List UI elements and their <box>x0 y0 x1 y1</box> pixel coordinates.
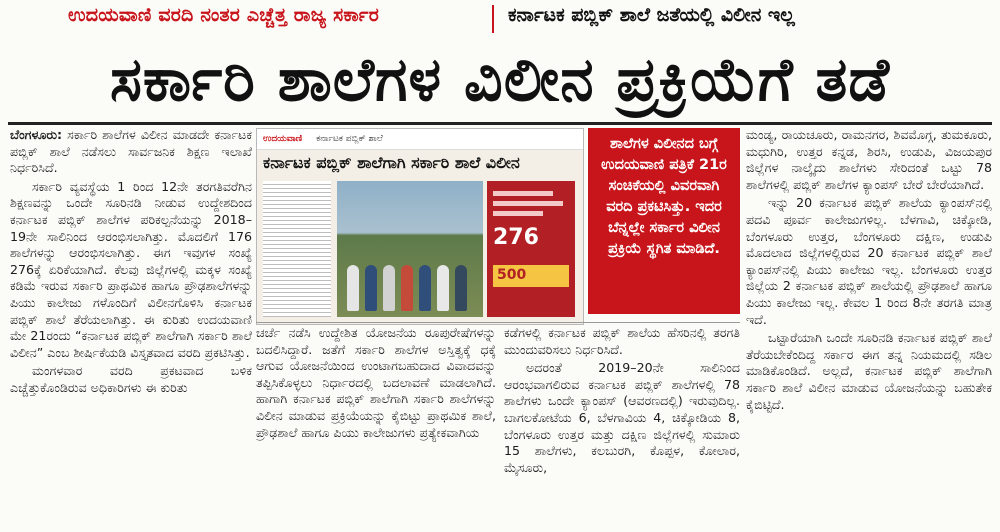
main-headline: ಸರ್ಕಾರಿ ಶಾಲೆಗಳ ವಿಲೀನ ಪ್ರಕ್ರಿಯೆಗೆ ತಡೆ <box>110 45 890 115</box>
clipping-badge: 276 <box>493 225 539 250</box>
clipping-ribbon: ಉದಯವಾಣಿ ಕರ್ನಾಟಕ ಪಬ್ಲಿಕ್‌ ಶಾಲೆ <box>257 129 584 150</box>
student-figure <box>347 265 359 311</box>
student-figure <box>365 265 377 311</box>
paragraph: ಮಂಡ್ಯ, ರಾಯಚೂರು, ರಾಮನಗರ, ಶಿವಮೊಗ್ಗ, ತುಮಕೂರು, ಮಧುಗಿರಿ, ಉತ್ತರ ಕನ್ನಡ, ಶಿರಸಿ, ಉಡುಪಿ, ವಿಜಯಪುರ ಜಿಲ್ಲೆಗಳ ನಾಲ್ಕೈದು ಶಾಲೆಗಳು ಸೇರಿದಂತೆ ಒಟ್ಟು 78 ಶಾಲೆಗಳಲ್ಲಿ ಪಬ್ಲಿಕ್‌ ಶಾಲೆಗಳ ಕ್ಯಾಂಪಸ್‌ ಬೇರೆ ಬೇರೆಯಾಗಿದೆ. <box>746 127 992 192</box>
article-column-3 <box>504 325 740 525</box>
clipping-image <box>256 128 584 325</box>
clipping-headline: ಕರ್ನಾಟಕ ಪಬ್ಲಿಕ್‌ ಶಾಲೆಗಾಗಿ ಸರ್ಕಾರಿ ಶಾಲೆ ವಿಲೀನ <box>263 153 520 172</box>
students-photo <box>337 181 483 317</box>
kicker-divider <box>492 5 494 33</box>
clipping-infobox <box>487 181 575 317</box>
clipping-badge-2: 500 <box>497 267 527 283</box>
student-figure <box>437 265 449 311</box>
student-figure <box>401 265 413 311</box>
student-figure <box>419 265 431 311</box>
kicker-left: ಉದಯವಾಣಿ ವರದಿ ನಂತರ ಎಚ್ಚೆತ್ತ ರಾಜ್ಯ ಸರ್ಕಾರ <box>68 4 379 26</box>
article-column-1 <box>10 127 252 527</box>
student-figure <box>383 265 395 311</box>
paragraph-text: ಸರ್ಕಾರಿ ಶಾಲೆಗಳ ವಿಲೀನ ಮಾಡದೇ ಕರ್ನಾಟಕ ಪಬ್ಲಿಕ್‌ ಶಾಲೆ ನಡೆಸಲು ಸಾರ್ವಜನಿಕ ಶಿಕ್ಷಣ ಇಲಾಖೆ ನಿರ್ಧರಿಸಿದೆ. <box>10 127 252 176</box>
headline-rule <box>8 122 992 125</box>
paragraph: ಸರ್ಕಾರಿ ವ್ಯವಸ್ಥೆಯ 1 ರಿಂದ 12ನೇ ತರಗತಿವರೆಗಿನ ಶಿಕ್ಷಣವನ್ನು ಒಂದೇ ಸೂರಿನಡಿ ನೀಡುವ ಉದ್ದೇಶದಿಂದ ಕರ್ನಾಟಕ ಪಬ್ಲಿಕ್‌ ಶಾಲೆಗಳ ಪರಿಕಲ್ಪನೆಯನ್ನು 2018–19ನೇ ಸಾಲಿನಿಂದ ಆರಂಭಿಸಲಾಗಿತ್ತು. ಮೊದಲಿಗೆ 176 ಶಾಲೆಗಳನ್ನು ಆರಂಭಿಸಲಾಗಿತ್ತು. ಈಗ ಇವುಗಳ ಸಂಖ್ಯೆ 276ಕ್ಕೆ ಏರಿಕೆಯಾಗಿದೆ. ಕೆಲವು ಜಿಲ್ಲೆಗಳಲ್ಲಿ ಮಕ್ಕಳ ಸಂಖ್ಯೆ ಕಡಿಮೆ ಇರುವ ಸರ್ಕಾರಿ ಪ್ರಾಥಮಿಕ ಹಾಗೂ ಪ್ರೌಢಶಾಲೆಗಳನ್ನು ಪಿಯು ಕಾಲೇಜು ಗಳೊಂದಿಗೆ ವಿಲೀನಗೊಳಿಸಿ ಕರ್ನಾಟಕ ಪಬ್ಲಿಕ್‌ ಶಾಲೆ ತೆರೆಯಲಾಗಿತ್ತು. ಈ ಕುರಿತು ಉದಯವಾಣಿ ಮೇ 21ರಂದು “ಕರ್ನಾಟಕ ಪಬ್ಲಿಕ್‌ ಶಾಲೆಗಾಗಿ ಸರ್ಕಾರಿ ಶಾಲೆ ವಿಲೀನ” ಎಂಬ ಶೀರ್ಷಿಕೆಯಡಿ ವಿಸ್ತೃತವಾದ ವರದಿ ಪ್ರಕಟಿಸಿತ್ತು. <box>10 178 252 360</box>
kicker-right: ಕರ್ನಾಟಕ ಪಬ್ಲಿಕ್‌ ಶಾಲೆ ಜತೆಯಲ್ಲಿ ವಿಲೀನ ಇಲ್ಲ <box>508 4 795 26</box>
paragraph: ಮಂಗಳವಾರ ವರದಿ ಪ್ರಕಟವಾದ ಬಳಿಕ ಎಚ್ಚೆತ್ತುಕೊಂಡಿರುವ ಅಧಿಕಾರಿಗಳು ಈ ಕುರಿತು <box>10 363 252 395</box>
paragraph <box>10 127 252 177</box>
student-figure <box>455 265 467 311</box>
paragraph: ಚರ್ಚೆ ನಡೆಸಿ ಉದ್ದೇಶಿತ ಯೋಜನೆಯ ರೂಪುರೇಷೆಗಳನ್ನು ಬದಲಿಸಿದ್ದಾರೆ. ಜತೆಗೆ ಸರ್ಕಾರಿ ಶಾಲೆಗಳ ಅಸ್ತಿತ್ವಕ್ಕೆ ಧಕ್ಕೆ ಆಗುವ ಯೋಜನೆಯಿಂದ ಉಂಟಾಗಬಹುದಾದ ವಿವಾದವನ್ನು ತಪ್ಪಿಸಿಕೊಳ್ಳಲು ನಿರ್ಧಾರದಲ್ಲಿ ಬದಲಾವಣೆ ಮಾಡಲಾಗಿದೆ. ಹಾಗಾಗಿ ಕರ್ನಾಟಕ ಪಬ್ಲಿಕ್‌ ಶಾಲೆಗಾಗಿ ಸರ್ಕಾರಿ ಶಾಲೆಗಳನ್ನು ವಿಲೀನ ಮಾಡುವ ಪ್ರಕ್ರಿಯೆಯನ್ನು ಕೈಬಿಟ್ಟು ಪ್ರಾಥಮಿಕ ಶಾಲೆ, ಪ್ರೌಢಶಾಲೆ ಹಾಗೂ ಪಿಯು ಕಾಲೇಜುಗಳು ಪ್ರತ್ಯೇಕವಾಗಿಯ <box>256 325 496 440</box>
paragraph: ಒಟ್ಟಾರೆಯಾಗಿ ಒಂದೇ ಸೂರಿನಡಿ ಕರ್ನಾಟಕ ಪಬ್ಲಿಕ್‌ ಶಾಲೆ ತೆರೆಯಬೇಕೆಂದಿದ್ದ ಸರ್ಕಾರ ಈಗ ತನ್ನ ನಿಯಮದಲ್ಲಿ ಸಡಿಲ ಮಾಡಿಕೊಂಡಿದೆ. ಅಲ್ಲದೆ, ಕರ್ನಾಟಕ ಪಬ್ಲಿಕ್‌ ಶಾಲೆಗಾಗಿ ಸರ್ಕಾರಿ ಶಾಲೆ ವಿಲೀನ ಮಾಡುವ ಯೋಜನೆಯನ್ನು ಬಹುತೇಕ ಕೈಬಿಟ್ಟಿದೆ. <box>746 330 992 412</box>
column-rule <box>256 322 740 323</box>
paragraph: ಅದರಂತೆ 2019–20ನೇ ಸಾಲಿನಿಂದ ಆರಂಭವಾಗಲಿರುವ ಕರ್ನಾಟಕ ಪಬ್ಲಿಕ್‌ ಶಾಲೆಗಳಲ್ಲಿ 78 ಶಾಲೆಗಳು ಒಂದೇ ಕ್ಯಾಂಪಸ್‌ (ಆವರಣದಲ್ಲಿ) ಇರುವುದಿಲ್ಲ. ಬಾಗಲಕೋಟೆಯ 6, ಬೆಳಗಾವಿಯ 4, ಚಿಕ್ಕೋಡಿಯ 8, ಬೆಂಗಳೂರು ಉತ್ತರ ಮತ್ತು ದಕ್ಷಿಣ ಜಿಲ್ಲೆಗಳಲ್ಲಿ ಸುಮಾರು 15 ಶಾಲೆಗಳು, ಕಲಬುರಗಿ, ಕೊಪ್ಪಳ, ಕೋಲಾರ, ಮೈಸೂರು, <box>504 360 740 475</box>
callout-box: ಶಾಲೆಗಳ ವಿಲೀನದ ಬಗ್ಗೆ ಉದಯವಾಣಿ ಪತ್ರಿಕೆ 21ರ ಸಂಚಿಕೆಯಲ್ಲಿ ವಿವರವಾಗಿ ವರದಿ ಪ್ರಕಟಿಸಿತ್ತು. ಇದರ ಬೆನ್ನಲ್ಲೇ ಸರ್ಕಾರ ವಿಲೀನ ಪ್ರಕ್ರಿಯೆ ಸ್ಥಗಿತ ಮಾಡಿದೆ. <box>588 128 740 314</box>
header-strip <box>0 0 1000 40</box>
dateline: ಬೆಂಗಳೂರು: <box>10 127 63 142</box>
paragraph: ಇನ್ನು 20 ಕರ್ನಾಟಕ ಪಬ್ಲಿಕ್‌ ಶಾಲೆಯ ಕ್ಯಾಂಪಸ್‌ನಲ್ಲಿ ಪದವಿ ಪೂರ್ವ ಕಾಲೇಜುಗಳಿಲ್ಲ. ಬೆಳಗಾವಿ, ಚಿಕ್ಕೋಡಿ, ಬೆಂಗಳೂರು ಉತ್ತರ, ಬೆಂಗಳೂರು ದಕ್ಷಿಣ, ಉಡುಪಿ ಮೊದಲಾದ ಜಿಲ್ಲೆಗಳಲ್ಲಿರುವ 20 ಕರ್ನಾಟಕ ಪಬ್ಲಿಕ್‌ ಶಾಲೆ ಕ್ಯಾಂಪಸ್‌ನಲ್ಲಿ ಪಿಯು ಕಾಲೇಜು ಇಲ್ಲ. ಬೆಂಗಳೂರು ಉತ್ತರ ಜಿಲ್ಲೆಯ 2 ಕರ್ನಾಟಕ ಪಬ್ಲಿಕ್‌ ಶಾಲೆಯಲ್ಲಿ ಪ್ರೌಢಶಾಲೆ ಹಾಗೂ ಪಿಯು ಕಾಲೇಜು ಇಲ್ಲ. ಕೇವಲ 1 ರಿಂದ 8ನೇ ತರಗತಿ ಮಾತ್ರ ಇದೆ. <box>746 195 992 327</box>
paragraph: ಕಡೆಗಳಲ್ಲಿ ಕರ್ನಾಟಕ ಪಬ್ಲಿಕ್‌ ಶಾಲೆಯ ಹೆಸರಿನಲ್ಲಿ ತರಗತಿ ಮುಂದುವರಿಸಲು ನಿರ್ಧರಿಸಿದೆ. <box>504 325 740 357</box>
clipping-text-block <box>263 181 331 317</box>
article-column-4 <box>746 127 992 527</box>
article-column-2 <box>256 325 496 525</box>
